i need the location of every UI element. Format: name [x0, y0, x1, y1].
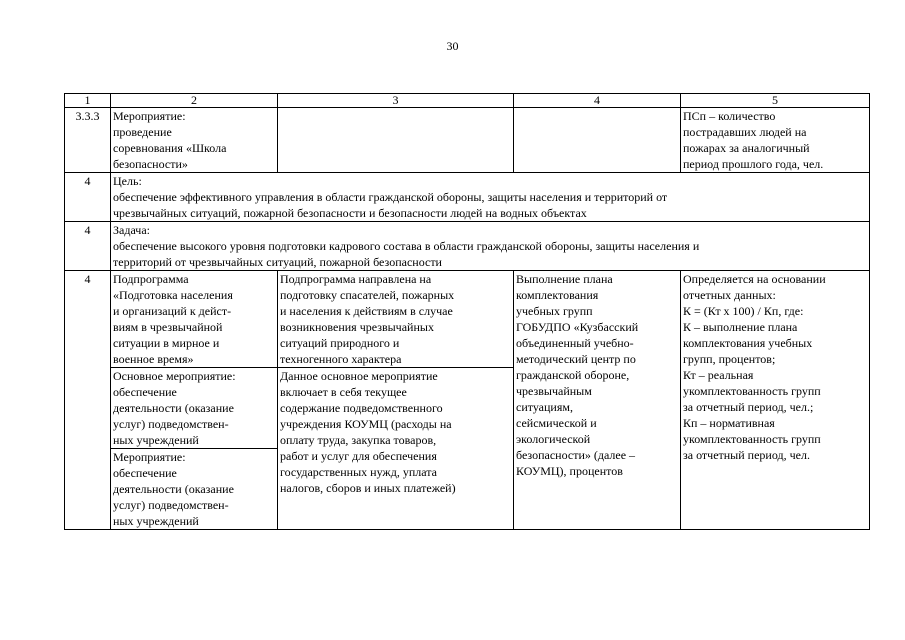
program-table [64, 93, 870, 530]
header-cell-4: 4 [514, 94, 681, 108]
main-activity-description-cell: Данное основное мероприятие включает в себя текущее содержание подведомственного учреждения КОУМЦ (расходы на оплату труда, закупка товаров, работ и услуг для обеспечения государственных нужд, уплата налогов, сборов и иных платежей) [278, 368, 514, 530]
header-cell-5: 5 [681, 94, 870, 108]
page-number: 30 [446, 39, 459, 53]
header-cell-1: 1 [65, 94, 111, 108]
header-row [65, 94, 870, 108]
subprogram-cell: Подпрограмма «Подготовка населения и организаций к дейст- виям в чрезвычайной ситуации в мирное и военное время» [111, 271, 278, 368]
main-activity-cell: Основное мероприятие: обеспечение деятельности (оказание услуг) подведомствен- ных учреждений [111, 368, 278, 449]
indicator-formula-cell: ПСп – количество пострадавших людей на пожарах за аналогичный период прошлого года, чел. [681, 108, 870, 173]
formula-cell: Определяется на основании отчетных данных: К = (Кт х 100) / Кп, где: К – выполнение плана комплектования учебных групп, процентов; Кт – реальная укомплектованность групп за отчетный период, чел.; Кп – нормативная укомплектованность групп за отчетный период, чел. [681, 271, 870, 530]
row-number: 3.3.3 [65, 108, 111, 173]
activity-cell: Мероприятие: проведение соревнования «Школа безопасности» [111, 108, 278, 173]
table-row-subprogram [65, 271, 870, 368]
empty-cell [514, 108, 681, 173]
header-cell-3: 3 [278, 94, 514, 108]
table-row-goal [65, 173, 870, 222]
empty-cell [278, 108, 514, 173]
goal-cell: Цель: обеспечение эффективного управления в области гражданской обороны, защиты населения и территорий от чрезвычайных ситуаций, пожарной безопасности и безопасности людей на водных объектах [111, 173, 870, 222]
indicator-cell: Выполнение плана комплектования учебных групп ГОБУДПО «Кузбасский объединенный учебно- методический центр по гражданской обороне, чрезвычайным ситуациям, сейсмической и экологической безопасности» (далее – КОУМЦ), процентов [514, 271, 681, 530]
header-cell-2: 2 [111, 94, 278, 108]
subprogram-description-cell: Подпрограмма направлена на подготовку спасателей, пожарных и населения к действиям в случае возникновения чрезвычайных ситуаций природного и техногенного характера [278, 271, 514, 368]
activity-cell: Мероприятие: обеспечение деятельности (оказание услуг) подведомствен- ных учреждений [111, 449, 278, 530]
table-row-task [65, 222, 870, 271]
table-row-333 [65, 108, 870, 173]
row-number: 4 [65, 271, 111, 530]
row-number: 4 [65, 173, 111, 222]
task-cell: Задача: обеспечение высокого уровня подготовки кадрового состава в области гражданской обороны, защиты населения и территорий от чрезвычайных ситуаций, пожарной безопасности [111, 222, 870, 271]
row-number: 4 [65, 222, 111, 271]
